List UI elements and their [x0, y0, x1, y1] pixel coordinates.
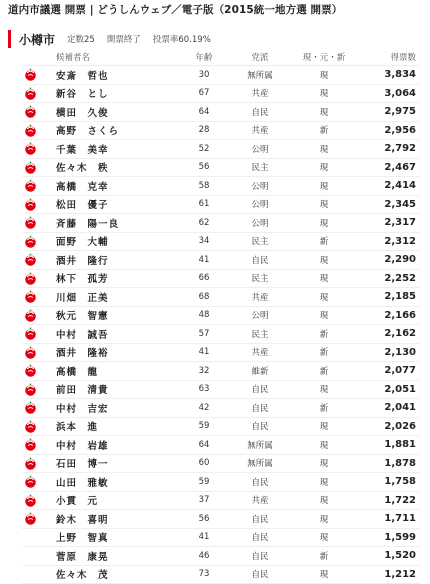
candidate-name: 松田 優子 [56, 197, 176, 211]
rose-elected-icon [22, 492, 38, 508]
candidate-votes: 2,051 [360, 384, 420, 395]
candidate-party: 自民 [232, 383, 288, 395]
candidate-age: 61 [176, 199, 232, 209]
candidate-status: 現 [288, 106, 360, 118]
candidate-party: 自民 [232, 476, 288, 488]
candidate-name: 高橋 龍 [56, 364, 176, 378]
candidate-name: 安斎 哲也 [56, 68, 176, 82]
candidate-name: 中村 誠吾 [56, 327, 176, 341]
header-name: 候補者名 [56, 51, 176, 63]
rose-elected-icon [22, 67, 38, 83]
candidate-votes: 1,711 [360, 513, 420, 524]
rose-elected-icon [22, 418, 38, 434]
mark-cell [22, 363, 56, 379]
table-row [22, 177, 420, 196]
city-section-header [8, 30, 429, 48]
rose-elected-icon [22, 511, 38, 527]
candidate-name: 菅原 康晃 [56, 549, 176, 563]
header-status: 現・元・新 [288, 51, 360, 63]
candidate-status: 現 [288, 531, 360, 543]
candidate-status: 現 [288, 87, 360, 99]
mark-cell [22, 252, 56, 268]
candidate-status: 現 [288, 420, 360, 432]
candidate-party: 無所属 [232, 439, 288, 451]
candidate-name: 千葉 美幸 [56, 142, 176, 156]
candidate-name: 高野 さくら [56, 123, 176, 137]
table-row [22, 214, 420, 233]
candidate-votes: 2,312 [360, 236, 420, 247]
candidate-party: 自民 [232, 254, 288, 266]
candidate-status: 新 [288, 235, 360, 247]
candidate-name: 新谷 とし [56, 86, 176, 100]
table-row [22, 566, 420, 584]
table-row [22, 103, 420, 122]
table-row [22, 140, 420, 159]
candidate-name: 浜本 進 [56, 419, 176, 433]
candidate-party: 民主 [232, 235, 288, 247]
candidate-votes: 2,792 [360, 143, 420, 154]
candidate-name: 佐々木 茂 [56, 567, 176, 581]
candidate-votes: 2,345 [360, 199, 420, 210]
rose-elected-icon [22, 85, 38, 101]
table-row [22, 66, 420, 85]
rose-elected-icon [22, 270, 38, 286]
candidate-status: 現 [288, 180, 360, 192]
candidate-name: 酒井 隆裕 [56, 345, 176, 359]
header-age: 年齢 [176, 51, 232, 63]
candidate-votes: 3,064 [360, 88, 420, 99]
candidate-votes: 2,026 [360, 421, 420, 432]
rose-elected-icon [22, 455, 38, 471]
page-title: 道内市議選 開票 | どうしんウェブ／電子版（2015統一地方選 開票） [8, 2, 342, 17]
candidate-status: 新 [288, 550, 360, 562]
table-row [22, 473, 420, 492]
candidate-age: 63 [176, 384, 232, 394]
table-row [22, 270, 420, 289]
count-status: 開票終了 [107, 33, 141, 45]
candidate-votes: 2,162 [360, 328, 420, 339]
candidate-party: 自民 [232, 420, 288, 432]
candidate-name: 面野 大輔 [56, 234, 176, 248]
rose-elected-icon [22, 474, 38, 490]
candidate-votes: 1,599 [360, 532, 420, 543]
mark-cell [22, 141, 56, 157]
candidate-age: 56 [176, 514, 232, 524]
candidate-votes: 2,185 [360, 291, 420, 302]
mark-cell [22, 437, 56, 453]
table-row [22, 122, 420, 141]
rose-elected-icon [22, 437, 38, 453]
candidate-status: 現 [288, 198, 360, 210]
candidate-votes: 1,878 [360, 458, 420, 469]
table-row [22, 362, 420, 381]
results-table [22, 49, 420, 584]
candidate-name: 鈴木 喜明 [56, 512, 176, 526]
seats-count: 定数25 [67, 33, 95, 45]
candidate-name: 中村 岩雄 [56, 438, 176, 452]
candidate-party: 自民 [232, 531, 288, 543]
table-row [22, 325, 420, 344]
candidate-status: 現 [288, 568, 360, 580]
candidate-votes: 1,722 [360, 495, 420, 506]
candidate-age: 67 [176, 88, 232, 98]
candidate-party: 共産 [232, 124, 288, 136]
candidate-status: 現 [288, 309, 360, 321]
candidate-party: 公明 [232, 180, 288, 192]
candidate-votes: 2,166 [360, 310, 420, 321]
rose-elected-icon [22, 141, 38, 157]
candidate-status: 現 [288, 476, 360, 488]
candidate-status: 現 [288, 383, 360, 395]
table-row [22, 510, 420, 529]
candidate-party: 公明 [232, 143, 288, 155]
header-votes: 得票数 [360, 51, 420, 63]
rose-elected-icon [22, 122, 38, 138]
rose-elected-icon [22, 344, 38, 360]
candidate-party: 民主 [232, 328, 288, 340]
candidate-name: 川畑 正美 [56, 290, 176, 304]
candidate-party: 共産 [232, 346, 288, 358]
candidate-party: 自民 [232, 568, 288, 580]
candidate-votes: 2,414 [360, 180, 420, 191]
mark-cell [22, 511, 56, 527]
table-body [22, 66, 420, 584]
table-row [22, 288, 420, 307]
candidate-party: 民主 [232, 161, 288, 173]
mark-cell [22, 178, 56, 194]
candidate-votes: 1,881 [360, 439, 420, 450]
candidate-age: 73 [176, 569, 232, 579]
candidate-age: 62 [176, 218, 232, 228]
candidate-age: 41 [176, 255, 232, 265]
candidate-votes: 2,290 [360, 254, 420, 265]
candidate-votes: 2,130 [360, 347, 420, 358]
rose-elected-icon [22, 104, 38, 120]
candidate-status: 現 [288, 217, 360, 229]
candidate-party: 無所属 [232, 457, 288, 469]
candidate-party: 公明 [232, 309, 288, 321]
candidate-votes: 3,834 [360, 69, 420, 80]
candidate-status: 新 [288, 402, 360, 414]
candidate-name: 高橋 克幸 [56, 179, 176, 193]
header-party: 党派 [232, 51, 288, 63]
candidate-status: 現 [288, 291, 360, 303]
mark-cell [22, 455, 56, 471]
mark-cell [22, 326, 56, 342]
candidate-age: 52 [176, 144, 232, 154]
rose-elected-icon [22, 233, 38, 249]
rose-elected-icon [22, 178, 38, 194]
candidate-votes: 2,041 [360, 402, 420, 413]
candidate-party: 自民 [232, 402, 288, 414]
mark-cell [22, 159, 56, 175]
table-row [22, 436, 420, 455]
mark-cell [22, 381, 56, 397]
candidate-name: 中村 吉宏 [56, 401, 176, 415]
candidate-votes: 2,317 [360, 217, 420, 228]
candidate-party: 共産 [232, 87, 288, 99]
candidate-votes: 2,077 [360, 365, 420, 376]
candidate-status: 現 [288, 143, 360, 155]
candidate-status: 現 [288, 457, 360, 469]
mark-cell [22, 104, 56, 120]
candidate-party: 自民 [232, 513, 288, 525]
candidate-age: 59 [176, 421, 232, 431]
candidate-age: 32 [176, 366, 232, 376]
candidate-age: 57 [176, 329, 232, 339]
rose-elected-icon [22, 363, 38, 379]
candidate-votes: 1,758 [360, 476, 420, 487]
table-row [22, 196, 420, 215]
candidate-party: 共産 [232, 291, 288, 303]
rose-elected-icon [22, 289, 38, 305]
candidate-name: 斉藤 陽一良 [56, 216, 176, 230]
table-row [22, 307, 420, 326]
table-row [22, 85, 420, 104]
candidate-status: 現 [288, 272, 360, 284]
mark-cell [22, 474, 56, 490]
table-row [22, 418, 420, 437]
table-row [22, 381, 420, 400]
candidate-party: 自民 [232, 106, 288, 118]
candidate-age: 28 [176, 125, 232, 135]
candidate-votes: 1,212 [360, 569, 420, 580]
candidate-status: 現 [288, 254, 360, 266]
mark-cell [22, 307, 56, 323]
candidate-name: 酒井 隆行 [56, 253, 176, 267]
table-row [22, 399, 420, 418]
mark-cell [22, 400, 56, 416]
candidate-votes: 2,956 [360, 125, 420, 136]
mark-cell [22, 85, 56, 101]
candidate-votes: 1,520 [360, 550, 420, 561]
mark-cell [22, 270, 56, 286]
rose-elected-icon [22, 159, 38, 175]
candidate-party: 無所属 [232, 69, 288, 81]
table-row [22, 529, 420, 548]
table-row [22, 455, 420, 474]
candidate-name: 秋元 智憲 [56, 308, 176, 322]
rose-elected-icon [22, 381, 38, 397]
candidate-party: 公明 [232, 198, 288, 210]
candidate-status: 現 [288, 494, 360, 506]
candidate-votes: 2,975 [360, 106, 420, 117]
candidate-age: 46 [176, 551, 232, 561]
candidate-name: 佐々木 秩 [56, 160, 176, 174]
candidate-party: 共産 [232, 494, 288, 506]
table-row [22, 547, 420, 566]
rose-elected-icon [22, 326, 38, 342]
candidate-status: 現 [288, 513, 360, 525]
candidate-name: 横田 久俊 [56, 105, 176, 119]
candidate-status: 新 [288, 346, 360, 358]
candidate-age: 60 [176, 458, 232, 468]
candidate-age: 66 [176, 273, 232, 283]
candidate-name: 上野 智真 [56, 530, 176, 544]
city-name: 小樽市 [19, 31, 55, 48]
candidate-age: 64 [176, 107, 232, 117]
rose-elected-icon [22, 196, 38, 212]
table-row [22, 344, 420, 363]
candidate-status: 新 [288, 365, 360, 377]
table-row [22, 159, 420, 178]
mark-cell [22, 344, 56, 360]
candidate-name: 山田 雅敏 [56, 475, 176, 489]
rose-elected-icon [22, 215, 38, 231]
candidate-age: 37 [176, 495, 232, 505]
mark-cell [22, 418, 56, 434]
mark-cell [22, 492, 56, 508]
candidate-status: 現 [288, 69, 360, 81]
table-row [22, 251, 420, 270]
rose-elected-icon [22, 400, 38, 416]
candidate-votes: 2,467 [360, 162, 420, 173]
rose-elected-icon [22, 307, 38, 323]
candidate-name: 小貫 元 [56, 493, 176, 507]
candidate-age: 30 [176, 70, 232, 80]
candidate-age: 42 [176, 403, 232, 413]
candidate-name: 前田 清貴 [56, 382, 176, 396]
candidate-party: 維新 [232, 365, 288, 377]
rose-elected-icon [22, 252, 38, 268]
mark-cell [22, 215, 56, 231]
table-row [22, 233, 420, 252]
candidate-age: 34 [176, 236, 232, 246]
candidate-age: 59 [176, 477, 232, 487]
candidate-party: 自民 [232, 550, 288, 562]
candidate-name: 石田 博一 [56, 456, 176, 470]
mark-cell [22, 289, 56, 305]
candidate-age: 64 [176, 440, 232, 450]
candidate-age: 41 [176, 347, 232, 357]
mark-cell [22, 67, 56, 83]
candidate-age: 48 [176, 310, 232, 320]
candidate-party: 民主 [232, 272, 288, 284]
candidate-age: 68 [176, 292, 232, 302]
candidate-status: 現 [288, 161, 360, 173]
candidate-status: 新 [288, 328, 360, 340]
candidate-name: 林下 孤芳 [56, 271, 176, 285]
candidate-votes: 2,252 [360, 273, 420, 284]
candidate-age: 56 [176, 162, 232, 172]
candidate-party: 公明 [232, 217, 288, 229]
candidate-age: 58 [176, 181, 232, 191]
table-row [22, 492, 420, 511]
mark-cell [22, 233, 56, 249]
mark-cell [22, 196, 56, 212]
mark-cell [22, 122, 56, 138]
candidate-age: 41 [176, 532, 232, 542]
candidate-status: 現 [288, 439, 360, 451]
candidate-status: 新 [288, 124, 360, 136]
table-header [22, 49, 420, 66]
turnout: 投票率60.19% [153, 33, 211, 45]
